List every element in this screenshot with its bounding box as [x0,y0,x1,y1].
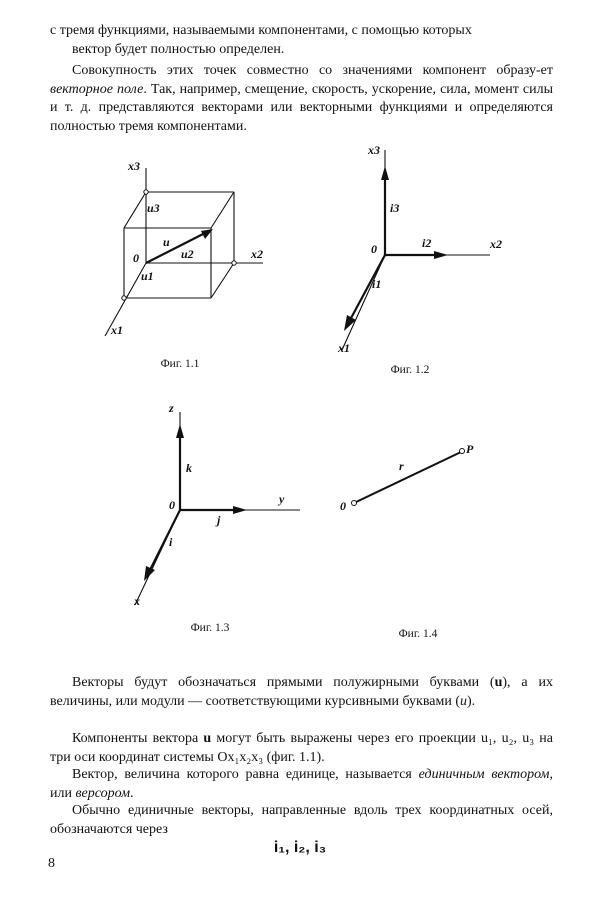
fig4-label-origin: 0 [340,499,346,513]
fig1-label-x2: x2 [251,247,263,261]
fig2-label-x2: x2 [490,237,502,251]
unit-vector-text-3: . [130,785,134,801]
fig3-caption: Фиг. 1.3 [190,622,230,634]
fig1-label-x3: x3 [128,159,140,173]
fig2-label-origin: 0 [371,242,377,256]
fig2-diagram [330,140,510,355]
fig2-caption: Фиг. 1.2 [390,364,430,376]
fig2-label-i3: i3 [390,201,400,215]
fig1-label-u2: u2 [181,247,194,261]
figure-1-1 [95,158,270,343]
vector-field-text-1: Совокупность этих точек совместно со значениями компонент образу-ет [72,63,553,78]
notation-text-1: Векторы будут обозначаться прямыми полужирными буквами ( [72,675,495,690]
fig1-label-x1: x1 [111,323,123,337]
notation-text-3: ). [467,693,476,709]
intro-line-1: с тремя функциями, называемыми компонентами, с помощью которых [50,23,472,38]
fig3-label-z: z [169,401,174,415]
components-text-2: могут быть выражены через его проекции u₁, u₂, u₃ на три оси координат системы Ox₁x₂x₃ (фиг. 1.1). [50,731,553,765]
paragraph-unit-vectors-axes [50,802,553,839]
figure-1-2 [330,140,510,355]
notation-italic-u: u [460,693,468,709]
fig4-label-p: P [466,442,474,456]
paragraph-components [50,730,553,767]
notation-text-2: ), а их величины, или модули — соответствующими курсивными буквами ( [50,675,553,709]
components-bold-u: u [203,731,212,746]
fig2-label-i2: i2 [422,236,432,250]
page-number: 8 [48,856,55,871]
term-versor: версором [75,785,131,801]
unit-vector-text-2: , или [50,767,553,801]
fig3-label-i: i [169,535,173,549]
figure-1-3 [125,400,305,610]
fig4-caption: Фиг. 1.4 [398,628,438,640]
paragraph-notation [50,674,553,711]
paragraph-intro [50,22,553,59]
axes-text: Обычно единичные векторы, направленные вдоль трех координатных осей, обозначаются через [50,803,553,837]
fig3-label-x: x [134,594,140,608]
formula-unit-vectors: i₁, i₂, i₃ [273,839,327,856]
fig3-label-origin: 0 [169,498,175,512]
paragraph-unit-vector [50,766,553,803]
fig3-diagram [125,400,305,610]
unit-vector-text-1: Вектор, величина которого равна единице, называется [72,767,419,782]
term-unit-vector: единичным вектором [418,767,550,782]
vector-field-text-2: . Так, например, смещение, скорость, ускорение, сила, момент силы и т. д. представляются векторами или векторными функциями и определяются полностью тремя компонентами. [50,81,553,134]
figure-1-4 [335,440,485,530]
intro-line-2: вектор будет полностью определен. [72,41,285,57]
notation-bold-u: u [494,675,503,690]
fig1-diagram [95,158,270,343]
term-vector-field: векторное поле [50,81,144,97]
fig2-label-x1: x1 [338,341,350,355]
fig4-diagram [335,440,485,530]
fig3-label-k: k [186,461,192,475]
fig1-label-u: u [163,235,170,249]
components-text-1: Компоненты вектора [72,731,204,746]
fig2-label-x3: x3 [368,143,380,157]
fig1-caption: Фиг. 1.1 [160,358,200,370]
fig3-label-j: j [217,513,221,527]
fig4-label-r: r [399,459,404,473]
fig1-label-origin: 0 [133,251,139,265]
paragraph-vector-field [50,62,553,136]
fig3-label-y: y [279,492,285,506]
fig1-label-u3: u3 [147,201,160,215]
fig2-label-i1: i1 [372,277,382,291]
fig1-label-u1: u1 [141,269,154,283]
